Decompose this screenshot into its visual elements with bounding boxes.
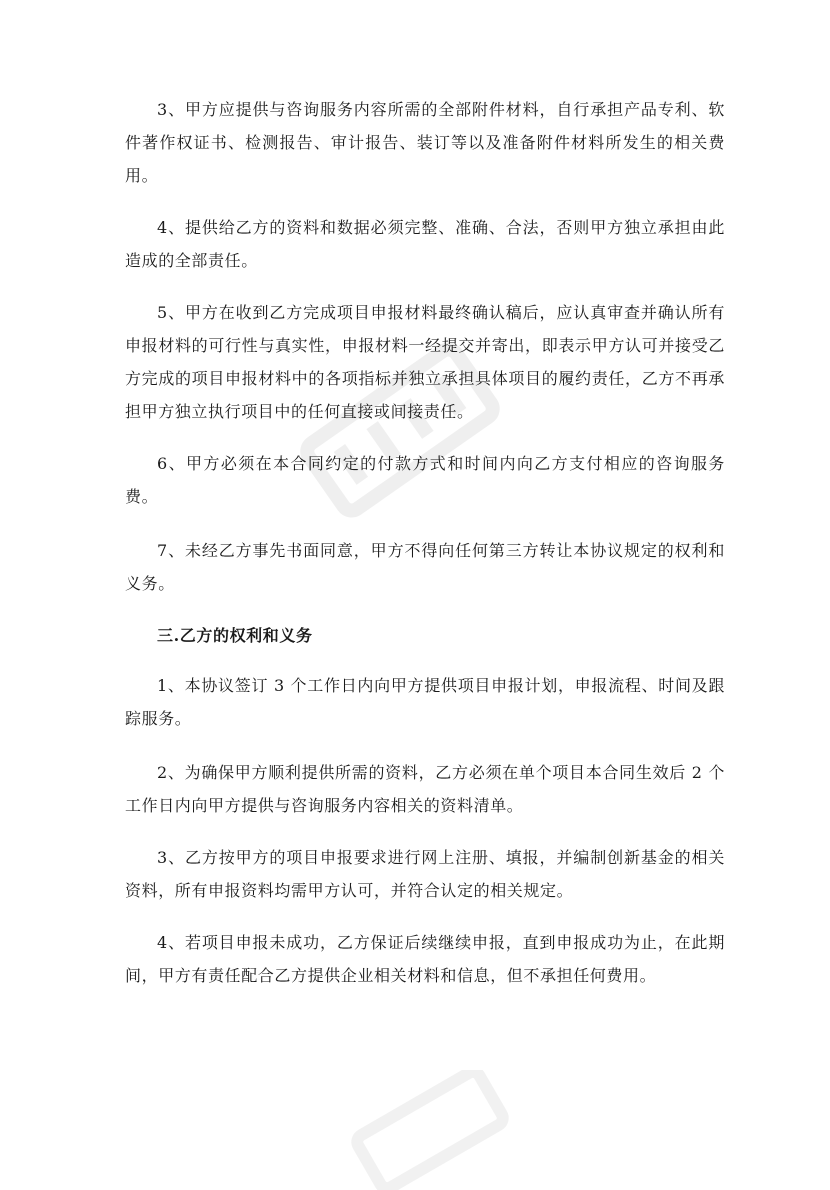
party-a-clause-5: 5、甲方在收到乙方完成项目申报材料最终确认稿后，应认真审查并确认所有申报材料的可行性与真实性，申报材料一经提交并寄出，即表示甲方认可并接受乙方完成的项目申报材料中的各项指标并独立承担具体项目的履约责任，乙方不再承担甲方独立执行项目中的任何直接或间接责任。: [125, 303, 725, 421]
party-a-clause-4: 4、提供给乙方的资料和数据必须完整、准确、合法，否则甲方独立承担由此造成的全部责任。: [125, 218, 725, 270]
party-a-clause-7: 7、未经乙方事先书面同意，甲方不得向任何第三方转让本协议规定的权利和义务。: [125, 541, 725, 593]
party-b-clause-2: 2、为确保甲方顺利提供所需的资料，乙方必须在单个项目本合同生效后 2 个工作日内向甲方提供与咨询服务内容相关的资料清单。: [125, 763, 725, 815]
party-b-clause-4: 4、若项目申报未成功，乙方保证后续继续申报，直到申报成功为止，在此期间，甲方有责任配合乙方提供企业相关材料和信息，但不承担任何费用。: [125, 933, 725, 985]
party-b-clause-1: 1、本协议签订 3 个工作日内向甲方提供项目申报计划，申报流程、时间及跟踪服务。: [125, 676, 725, 728]
party-b-clause-3: 3、乙方按甲方的项目申报要求进行网上注册、填报，并编制创新基金的相关资料，所有申报资料均需甲方认可，并符合认定的相关规定。: [125, 848, 725, 900]
section-heading-party-b: 三.乙方的权利和义务: [157, 626, 313, 645]
party-a-clause-3: 3、甲方应提供与咨询服务内容所需的全部附件材料，自行承担产品专利、软件著作权证书、检测报告、审计报告、装订等以及准备附件材料所发生的相关费用。: [125, 100, 725, 185]
party-a-clause-6: 6、甲方必须在本合同约定的付款方式和时间内向乙方支付相应的咨询服务费。: [125, 454, 725, 506]
watermark-stamp-bottom-icon: [330, 1070, 530, 1190]
